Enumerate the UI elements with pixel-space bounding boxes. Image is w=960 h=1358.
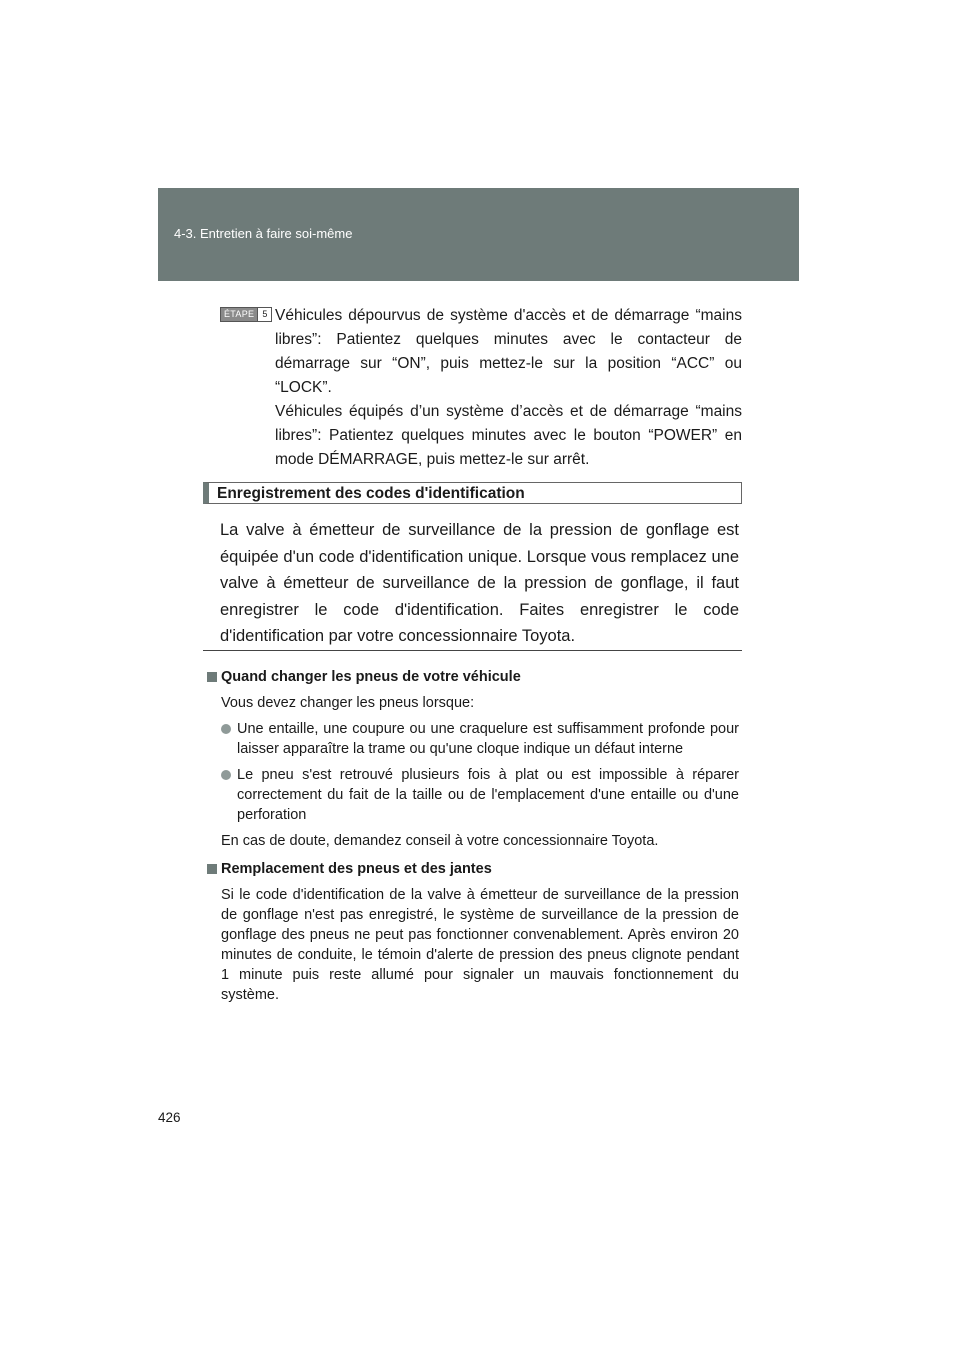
chapter-title: 4-3. Entretien à faire soi-même (174, 226, 353, 241)
chapter-header (158, 188, 799, 281)
note-body: Si le code d'identification de la valve à émetteur de surveillance de la pression de gonflage n'est pas enregistré, le système de surveillance de la pression de gonflage des pneus ne peut pas fonctionner convenablement. Après environ 20 minutes de conduite, le témoin d'alerte de pression des pneus clignote pendant 1 minute puis reste allumé pour signaler un mauvais fonctionnement du système. (221, 887, 739, 1003)
section-heading: Enregistrement des codes d'identification (203, 482, 742, 504)
step-body (275, 304, 742, 472)
note-heading (207, 667, 739, 687)
list-item-text: Une entaille, une coupure ou une craquelure est suffisamment profonde pour laisser apparaître la trame ou qu'une cloque indique un défaut interne (237, 721, 739, 757)
note-outro: En cas de doute, demandez conseil à votre concessionnaire Toyota. (221, 833, 659, 849)
step-paragraph-2: Véhicules équipés d’un système d’accès et de démarrage “mains libres”: Patientez quelques minutes avec le bouton “POWER” en mode DÉMARRAGE, puis mettez-le sur arrêt. (275, 403, 742, 468)
list-item (221, 765, 739, 825)
square-bullet-icon (207, 672, 217, 682)
step-number: 5 (257, 308, 271, 321)
step-badge (220, 307, 272, 322)
divider (203, 650, 742, 651)
circle-bullet-icon (221, 724, 231, 734)
circle-bullet-icon (221, 770, 231, 780)
step-block (220, 304, 742, 472)
list-item-text: Le pneu s'est retrouvé plusieurs fois à plat ou est impossible à réparer correctement du fait de la taille ou de l'emplacement d'une entaille ou d'une perforation (237, 767, 739, 823)
note-heading (207, 859, 739, 879)
square-bullet-icon (207, 864, 217, 874)
note-heading-text: Quand changer les pneus de votre véhicule (221, 669, 521, 685)
list-item (221, 719, 739, 759)
note-intro: Vous devez changer les pneus lorsque: (221, 695, 475, 711)
note-heading-text: Remplacement des pneus et des jantes (221, 861, 492, 877)
page-number: 426 (158, 1110, 181, 1125)
step-paragraph-1: Véhicules dépourvus de système d'accès et de démarrage “mains libres”: Patientez quelques minutes avec le contacteur de démarrage sur “ON”, puis mettez-le sur la position “ACC” ou “LOCK”. (275, 307, 742, 396)
section-body: La valve à émetteur de surveillance de la pression de gonflage est équipée d'un code d'identification unique. Lorsque vous remplacez une valve à émetteur de surveillance de la pression de gonflage, il faut enregistrer le code d'identification. Faites enregistrer le code d'identification par votre concessionnaire Toyota. (220, 521, 739, 645)
notes-area (207, 667, 739, 1005)
step-word: ÉTAPE (221, 308, 257, 321)
